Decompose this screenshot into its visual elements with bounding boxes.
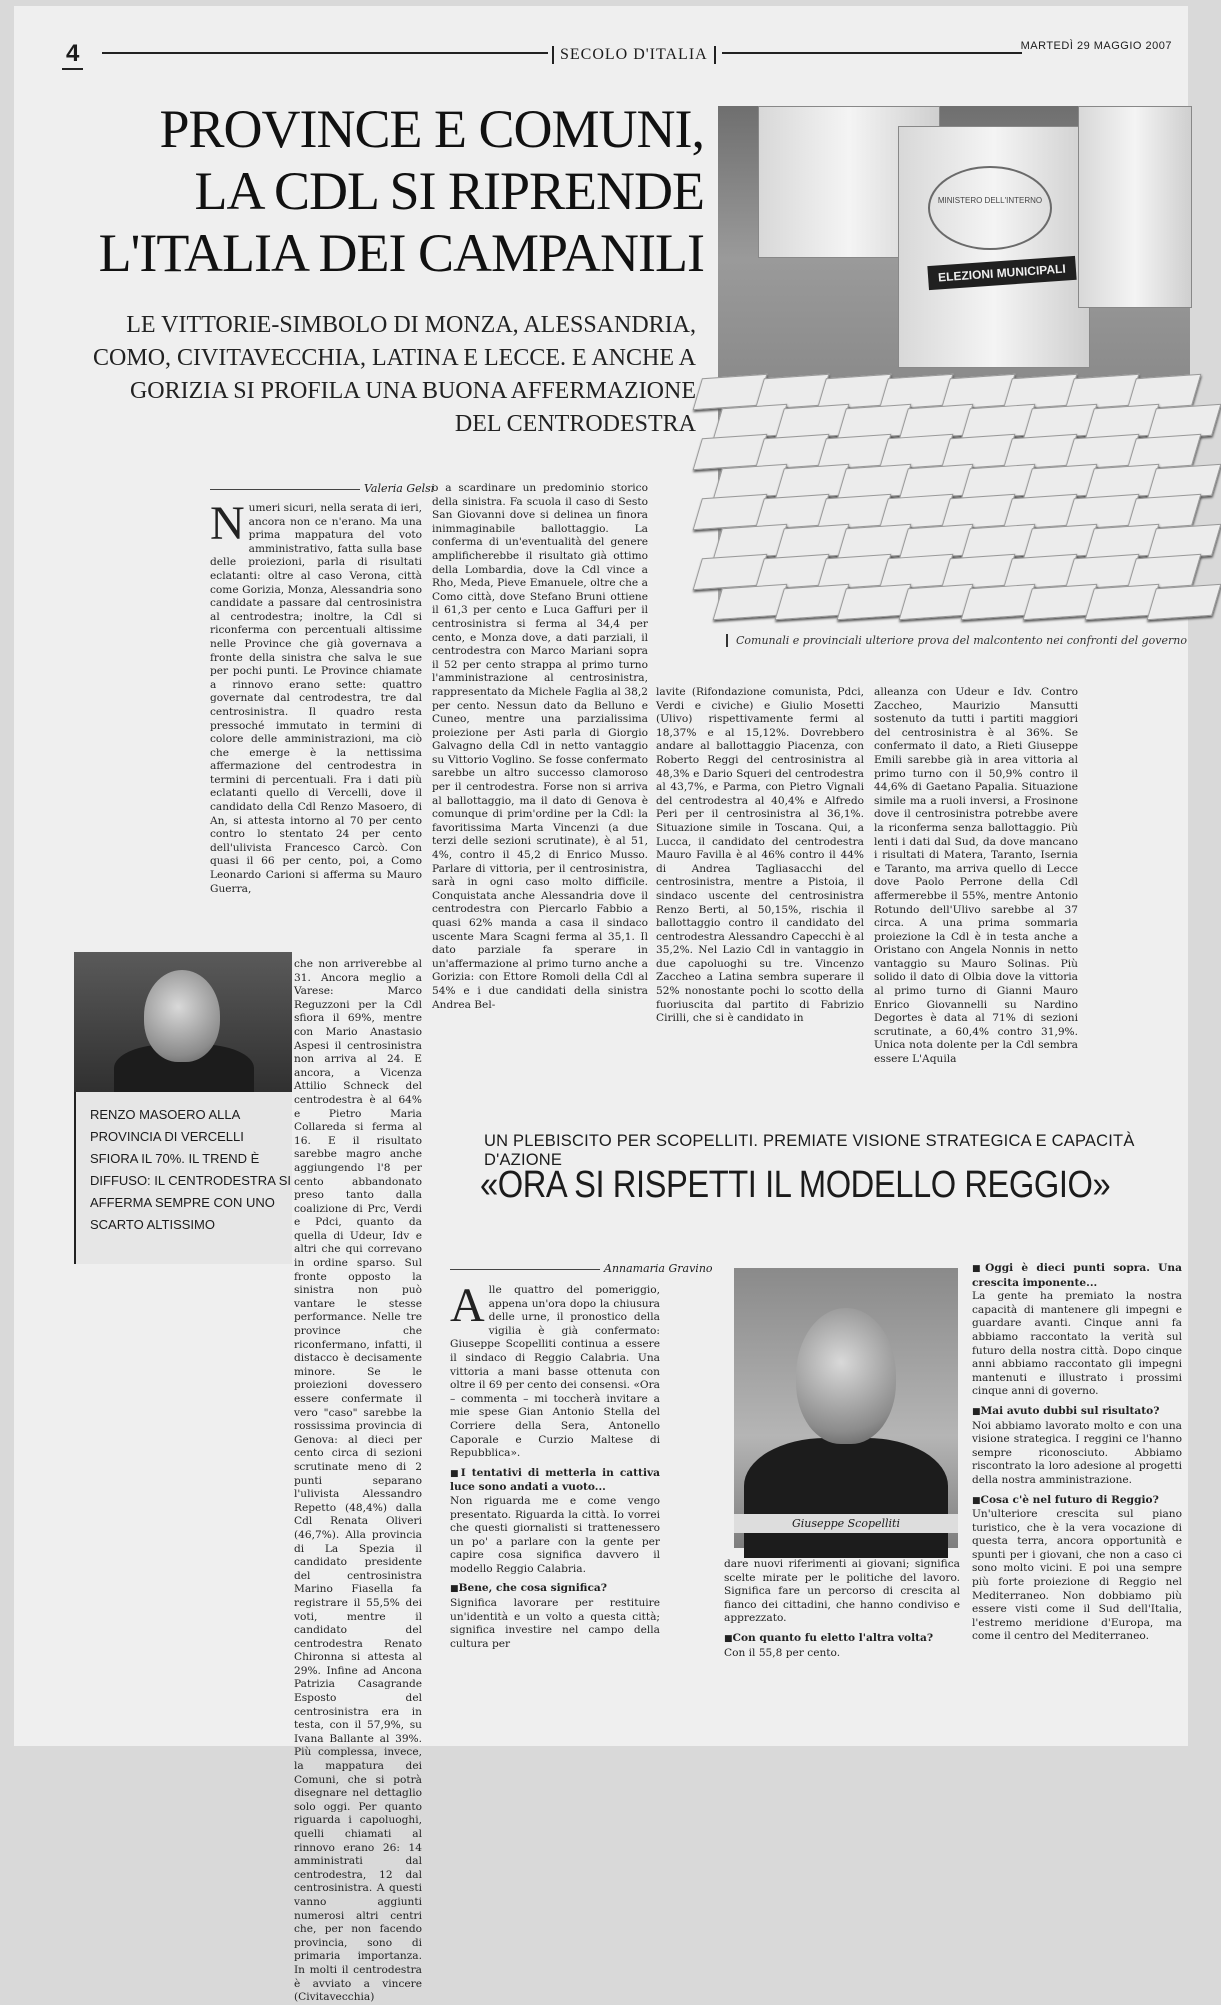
interview-column-2 xyxy=(724,1558,960,1738)
masthead-rule-right xyxy=(722,52,1022,54)
answer-4: La gente ha premiato la nostra capacità di mantenere gli impegni e guardare avanti. Cinque anni fa abbiamo raccontato la verità sul futuro della nostra città. Dopo cinque anni abbiamo raccontato gli impegni mantenuti e illustrato i prossimi cinque anni di governo. xyxy=(972,1290,1182,1398)
ministry-seal xyxy=(928,166,1052,250)
newspaper-page xyxy=(14,6,1188,2004)
ballot-box-label: ELEZIONI MUNICIPALI xyxy=(927,256,1076,290)
column-1-lower-text: che non arriverebbe al 31. Ancora meglio a Varese: Marco Reguzzoni per la Cdl sfiora il 69%, mentre con Mario Anastasio Aspesi il centrosinistra non arriva al 24. E ancora, a Vicenza Attilio Schneck del centrodestra è al 64% e Pietro Maria Collareda si ferma al 16. E il risultato sarebbe magro anche aggiungendo l'8 per cento abbandonato preso tanto dalla coalizione di Prc, Verdi e Pdci, quanto da quella di Udeur, Idv e altri che qui correvano in ordine sparso. Sul fronte opposto la sinistra non può vantare le stesse performance. Nelle tre province che riconfermano, infatti, il distacco è decisamente minore. Se le proiezioni dovessero essere confermate il vero "caso" sarebbe la rossissima provincia di Genova: al dieci per cento circa di sezioni scrutinate meno di 2 punti separano l'ulivista Alessandro Repetto (48,4%) dalla Cdl Renata Oliveri (46,7%). Alla provincia di La Spezia il candidato presidente del centrosinistra Marino Fiasella fa registrare il 55,5% dei voti, mentre il candidato del centrodestra Renato Chironna si attesta al 29%. Infine ad Ancona Patrizia Casagrande Esposto del centrosinistra era in testa, con il 57,9%, su Ivana Ballante al 39%. Più complessa, invece, la mappatura dei Comuni, che si potrà disegnare nel dettaglio solo oggi. Per quanto riguarda i capoluoghi, quelli chiamati al rinnovo erano 26: 14 amministrati dal centrodestra, 12 dal centrosinistra. A questi vanno aggiunti numerosi altri centri che, per non facendo provincia, sono di primaria importanza. In molti il centrodestra è avviato a vincere (Civitavecchia) xyxy=(294,958,422,2004)
scopelliti-photo xyxy=(734,1268,958,1548)
interview-byline: Annamaria Gravino xyxy=(450,1262,713,1275)
publication-name: SECOLO D'ITALIA xyxy=(552,46,716,64)
scopelliti-suit xyxy=(744,1438,948,1558)
main-headline xyxy=(84,98,704,284)
interview-kicker: UN PLEBISCITO PER SCOPELLITI. PREMIATE VISIONE STRATEGICA E CAPACITÀ D'AZIONE xyxy=(484,1132,1135,1169)
photo-caption: Comunali e provinciali ulteriore prova del malcontento nei confronti del governo xyxy=(726,634,1200,647)
ministry-seal-text: MINISTERO DELL'INTERNO xyxy=(937,196,1043,205)
headline-line-3: L'ITALIA DEI CAMPANILI xyxy=(98,223,704,283)
column-4-text: alleanza con Udeur e Idv. Contro Zaccheo, Maurizio Mansutti sostenuto da tutti i partiti maggiori del centrosinistra è al 36%. Se confermato il dato, a Rieti Giuseppe Emili sarebbe già in area vittoria al primo turno con il 50,9% contro il 44,6% di Gaetano Papalia. Situazione simile ma a ruoli inversi, a Frosinone dove il centrosinistra potrebbe avere la riconferma senza ballottaggio. Più lenti i dati dal Sud, da dove mancano i risultati di Matera, Taranto, Isernia e Taranto, ma arriva quello di Lecce dove Paolo Perrone della Cdl affermerebbe il 55%, mentre Antonio Rotundo dell'Ulivo sarebbe al 37 circa. A una prima sommaria proiezione la Cdl è in testa anche a Oristano con Angela Nonnis in netto vantaggio su Mauro Solinas. Più solido il dato di Olbia dove la vittoria al primo turno di Gianni Mauro Enrico Giovannelli su Nardino Degortes è data al 71% di sezioni scrutinate, a 60,4% contro 31,9%. Unica nota dolente per la Cdl sembra essere L'Aquila xyxy=(874,686,1078,1066)
article-column-4 xyxy=(874,686,1078,1088)
renzo-caption: RENZO MASOERO ALLA PROVINCIA DI VERCELLI SFIORA IL 70%. IL TREND È DIFFUSO: IL CENTRODESTRA SI AFFERMA SEMPRE CON UNO SCARTO ALTISSIMO xyxy=(74,1092,292,1264)
answer-1: Non riguarda me e come vengo presentato. Riguarda la città. Io vorrei che questi giornalisti si trattenessero un po' a parlare con la gente per capire cosa significa davvero il modello Reggio Calabria. xyxy=(450,1494,660,1575)
issue-date: MARTEDÌ 29 MAGGIO 2007 xyxy=(1020,40,1172,52)
face-shape xyxy=(144,970,220,1062)
byline: Valeria Gelsi xyxy=(210,482,434,495)
renzo-masoero-photo xyxy=(74,952,292,1092)
interview-dropcap: A xyxy=(450,1279,485,1332)
main-subhead: LE VITTORIE-SIMBOLO DI MONZA, ALESSANDRIA, COMO, CIVITAVECCHIA, LATINA E LECCE. E ANCHE A GORIZIA SI PROFILA UNA BUONA AFFERMAZIONE DEL CENTRODESTRA xyxy=(93,312,696,437)
interview-column-3 xyxy=(972,1256,1182,1744)
headline-line-1: PROVINCE E COMUNI, xyxy=(159,99,704,159)
interview-column-1 xyxy=(450,1279,660,1744)
interview-headline: «ORA SI RISPETTI IL MODELLO REGGIO» xyxy=(480,1164,1111,1206)
answer-3: Con il 55,8 per cento. xyxy=(724,1646,841,1659)
ballot-box-photo xyxy=(718,106,1190,616)
question-1: ■ I tentativi di metterla in cattiva luce sono andati a vuoto... xyxy=(450,1467,660,1495)
column-2-text: o a scardinare un predominio storico della sinistra. Fa scuola il caso di Sesto San Giovanni dove si delinea un finora inimmaginabile ballottaggio. La conferma di un'eventualità del genere amplificherebbe il risultato già ottimo della Lombardia, dove la Cdl vince a Rho, Meda, Pieve Emanuele, oltre che a Como città, dove Stefano Bruni ottiene il 61,3 per cento e Luca Gaffuri per il centrosinistra si ferma al 34,4 per cento, e Monza dove, a dati parziali, il centrodestra con Marco Mariani sopra il 52 per cento strappa al primo turno l'amministrazione al centrosinistra, rappresentato da Michele Faglia al 38,2 per cento. Nessun dato da Belluno e Cuneo, mentre una parzialissima proiezione per Asti parla di Giorgio Galvagno della Cdl in netto vantaggio su Vittorio Voglino. Se fosse confermato sarebbe un altro successo clamoroso per il centrodestra. Forse non si arriva al ballottaggio, ma il dato di Genova è comunque di prim'ordine per la Cdl: la favoritissima Marta Vincenzi (a due terzi delle sezioni scrutinate), è al 51, 4%, contro il 45,2 di Enrico Musso. Parlare di vittoria, per il centrosinistra, sarà in ogni caso molto difficile. Conquistata anche Alessandria dove il centrodestra con Piercarlo Fabbio a quasi 62% manda a casa il sindaco uscente Mara Scagni ferma al 35,1. Il dato parziale fa sperare in un'affermazione al primo turno anche a Gorizia: con Ettore Romoli della Cdl al 54% e i due candidati della sinistra Andrea Bel- xyxy=(432,482,648,1011)
column-3-text: lavite (Rifondazione comunista, Pdci, Verdi e civiche) e Giulio Mosetti (Ulivo) rispettivamente fermi al 18,37% e al 15,12%. Dovrebbero andare al ballottaggio Piacenza, con Roberto Reggi del centrosinistra al 48,3% e Dario Squeri del centrodestra al 43,7%, e Parma, con Pietro Vignali del centrodestra al 40,4% e Alfredo Peri per il centrosinistra al 36,1%. Situazione simile in Toscana. Qui, a Lucca, il candidato del centrodestra Mauro Favilla è al 46% contro il 44% di Andrea Tagliasacchi del centrosinistra, mentre a Pistoia, il sindaco uscente del centrosinistra Renzo Berti, al 50,15%, rischia il ballottaggio contro il candidato del centrodestra Alessandro Capecchi è al 35,2%. Nel Lazio Cdl in vantaggio in due capoluoghi su tre. Vincenzo Zaccheo a Latina sembra superare il 52% nonostante pochi lo scotto della fuoriuscita dal partito di Fabrizio Cirilli, che si è candidato in xyxy=(656,686,864,1025)
question-3: ■ Con quanto fu eletto l'altra volta? xyxy=(724,1632,960,1647)
article-column-1-lower xyxy=(294,958,422,2004)
question-6: ■ Cosa c'è nel futuro di Reggio? xyxy=(972,1494,1182,1509)
ballot-box-right xyxy=(1078,106,1192,308)
ballot-paper xyxy=(1147,584,1221,620)
page-number: 4 xyxy=(62,40,83,70)
question-5: ■ Mai avuto dubbi sul risultato? xyxy=(972,1405,1182,1420)
answer-2: Significa lavorare per restituire un'identità e un volto a questa città; significa investire nel campo della cultura per xyxy=(450,1597,660,1650)
masthead xyxy=(62,40,1172,70)
article-column-2 xyxy=(432,482,648,1102)
scopelliti-face xyxy=(796,1308,896,1444)
question-4: ■ Oggi è dieci punti sopra. Una crescita imponente... xyxy=(972,1262,1182,1290)
answer-6: Un'ulteriore crescita sul piano turistico, che è la vera vocazione di questa terra, ancora opportunità e spunti per i giovani, che non a caso ci sono molto vicini. E poi una sempre più forte proiezione di Reggio nel Mediterraneo. Non dobbiamo più essere visti come il Sud dell'Italia, l'estremo meridione d'Europa, ma come il centro del Mediterraneo. xyxy=(972,1508,1182,1643)
article-column-3 xyxy=(656,686,864,1088)
scopelliti-caption: Giuseppe Scopelliti xyxy=(734,1514,958,1533)
question-2: ■ Bene, che cosa significa? xyxy=(450,1582,660,1597)
article-column-1 xyxy=(210,497,422,954)
dropcap: N xyxy=(210,497,245,550)
column-1-text: umeri sicuri, nella serata di ieri, ancora non ce n'erano. Ma una prima mappatura del voto amministrativo, fatta sulla base delle proiezioni, parla di risultati eclatanti: oltre al caso Verona, città come Gorizia, Monza, Alessandria sono candidate a passare dal centrosinistra al centrodestra; inoltre, la Cdl si riconferma con percentuali altissime nelle Province che già governava a fronte della sinistra che salva le sue per pochi punti. Le Province chiamate a rinnovo erano sette: quattro governate dal centrodestra, tre dal centrosinistra. Il quadro resta pressoché immutato in termini di colore delle amministrazioni, ma ciò che emerge è la nettissima affermazione del centrodestra in termini di percentuali. Fra i dati più eclatanti quello di Vercelli, dove il candidato della Cdl Renzo Masoero, di An, si attesta intorno al 70 per cento contro lo stentato 24 per cento dell'ulivista Francesco Carcò. Con quasi il 66 per cento, poi, a Como Leonardo Carioni si afferma su Mauro Guerra, xyxy=(210,502,422,895)
headline-line-2: LA CDL SI RIPRENDE xyxy=(194,161,704,221)
interview-column-2-text: dare nuovi riferimenti ai giovani; significa scelte mirate per le politiche del lavoro. Significa fare un percorso di crescita al fianco dei cittadini, che hanno condiviso e apprezzato. xyxy=(724,1558,960,1625)
answer-5: Noi abbiamo lavorato molto e con una visione strategica. I reggini ce l'hanno sempre riconosciuto. Abbiamo riscontrato la loro adesione al progetti della nostra amministrazione. xyxy=(972,1419,1182,1486)
interview-intro: lle quattro del pomeriggio, appena un'ora dopo la chiusura delle urne, il pronostico della vigilia è già confermato: Giuseppe Scopelliti continua a essere il sindaco di Reggio Calabria. Una vittoria a mani basse ottenuta con oltre il 69 per cento dei consensi. «Ora – commenta – mi toccherà invitare a mie spese Gian Antonio Stella del Corriere della Sera, Antonello Caporale e Curzio Maltese di Repubblica». xyxy=(450,1284,660,1460)
masthead-rule-left xyxy=(102,52,548,54)
